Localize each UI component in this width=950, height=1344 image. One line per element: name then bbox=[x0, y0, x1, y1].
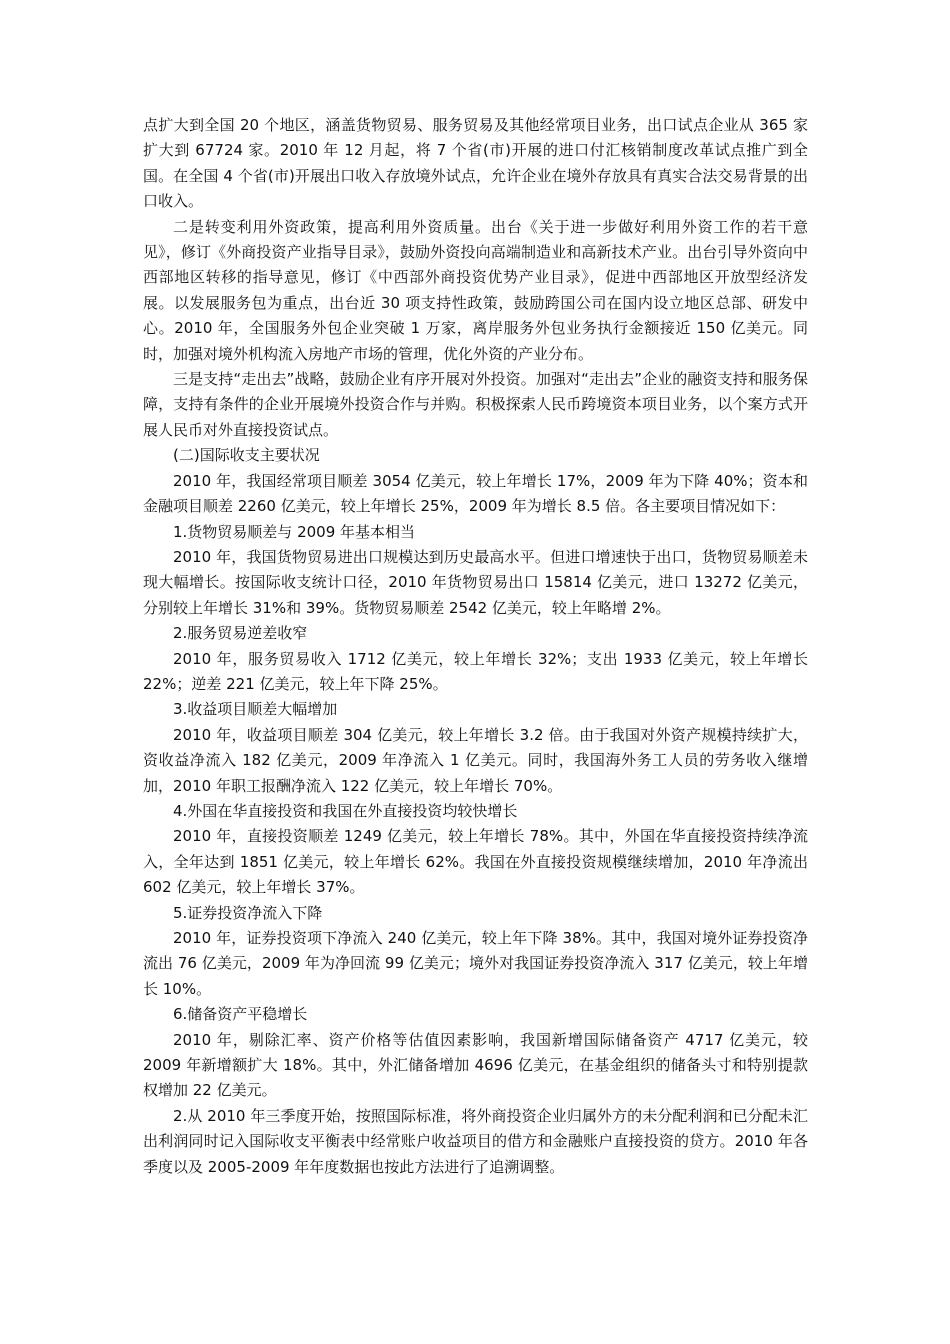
subheading-income: 3.收益项目顺差大幅增加 bbox=[173, 700, 338, 719]
section-heading-bop-status: (二)国际收支主要状况 bbox=[173, 446, 320, 465]
paragraph-bop-overview: 2010 年，我国经常项目顺差 3054 亿美元，较上年增长 17%，2009 年为下降 40%；资本和金融项目顺差 2260 亿美元，较上年增长 25%，2009 年为增长 8.5 倍。各主要项目情况如下： bbox=[143, 471, 808, 516]
paragraph-going-out-strategy: 三是支持“走出去”战略，鼓励企业有序开展对外投资。加强对“走出去”企业的融资支持和服务保障，支持有条件的企业开展境外投资合作与并购。积极探索人民币跨境资本项目业务，以个案方式开展人民币对外直接投资试点。 bbox=[143, 370, 808, 439]
subheading-portfolio-investment: 5.证券投资净流入下降 bbox=[173, 903, 323, 922]
subheading-reserve-assets: 6.储备资产平稳增长 bbox=[173, 1005, 308, 1024]
subheading-goods-trade: 1.货物贸易顺差与 2009 年基本相当 bbox=[173, 522, 416, 541]
paragraph-goods-trade: 2010 年，我国货物贸易进出口规模达到历史最高水平。但进口增速快于出口，货物贸易顺差未现大幅增长。按国际收支统计口径，2010 年货物贸易出口 15814 亿美元，进口 13272 亿美元，分别较上年增长 31%和 39%。货物贸易顺差 2542 亿美元，较上年略增 2%。 bbox=[143, 547, 808, 617]
paragraph-reserve-assets: 2010 年，剔除汇率、资产价格等估值因素影响，我国新增国际储备资产 4717 亿美元，较 2009 年新增额扩大 18%。其中，外汇储备增加 4696 亿美元，在基金组织的储备头寸和特别提款权增加 22 亿美元。 bbox=[143, 1030, 808, 1100]
paragraph-income: 2010 年，收益项目顺差 304 亿美元，较上年增长 3.2 倍。由于我国对外资产规模持续扩大，资收益净流入 182 亿美元，2009 年净流入 1 亿美元。同时，我国海外务工人员的劳务收入继增加，2010 年职工报酬净流入 122 亿美元，较上年增长 70%。 bbox=[143, 725, 808, 795]
subheading-direct-investment: 4.外国在华直接投资和我国在外直接投资均较快增长 bbox=[173, 801, 518, 820]
subheading-services-trade: 2.服务贸易逆差收窄 bbox=[173, 624, 308, 643]
document-page bbox=[143, 113, 808, 1180]
paragraph-services-trade: 2010 年，服务贸易收入 1712 亿美元，较上年增长 32%；支出 1933 亿美元，较上年增长 22%；逆差 221 亿美元，较上年下降 25%。 bbox=[143, 649, 808, 693]
paragraph-methodology-note: 2.从 2010 年三季度开始，按照国际标准，将外商投资企业归属外方的未分配利润和已分配未汇出利润同时记入国际收支平衡表中经常账户收益项目的借方和金融账户直接投资的贷方。2010 年各季度以及 2005-2009 年年度数据也按此方法进行了追溯调整。 bbox=[143, 1106, 808, 1176]
paragraph-direct-investment: 2010 年，直接投资顺差 1249 亿美元，较上年增长 78%。其中，外国在华直接投资持续净流入，全年达到 1851 亿美元，较上年增长 62%。我国在外直接投资规模继续增加，2010 年净流出 602 亿美元，较上年增长 37%。 bbox=[143, 827, 808, 897]
paragraph-portfolio-investment: 2010 年，证券投资项下净流入 240 亿美元，较上年下降 38%。其中，我国对境外证券投资净流出 76 亿美元，2009 年为净回流 99 亿美元；境外对我国证券投资净流入 317 亿美元，较上年增长 10%。 bbox=[143, 929, 808, 998]
paragraph-foreign-investment-policy: 二是转变利用外资政策，提高利用外资质量。出台《关于进一步做好利用外资工作的若干意见》，修订《外商投资产业指导目录》，鼓励外资投向高端制造业和高新技术产业。出台引导外资向中西部地区转移的指导意见，修订《中西部外商投资优势产业目录》，促进中西部地区开放型经济发展。以发展服务包为重点，出台近 30 项支持性政策，鼓励跨国公司在国内设立地区总部、研发中心。2010 年，全国服务外包企业突破 1 万家，离岸服务外包业务执行金额接近 150 亿美元。同时，加强对境外机构流入房地产市场的管理，优化外资的产业分布。 bbox=[143, 217, 808, 363]
paragraph-continuation: 点扩大到全国 20 个地区，涵盖货物贸易、服务贸易及其他经常项目业务，出口试点企业从 365 家扩大到 67724 家。2010 年 12 月起，将 7 个省(市)开展的进口付汇核销制度改革试点推广到全国。在全国 4 个省(市)开展出口收入存放境外试点，允许企业在境外存放具有真实合法交易背景的出口收入。 bbox=[143, 116, 808, 211]
